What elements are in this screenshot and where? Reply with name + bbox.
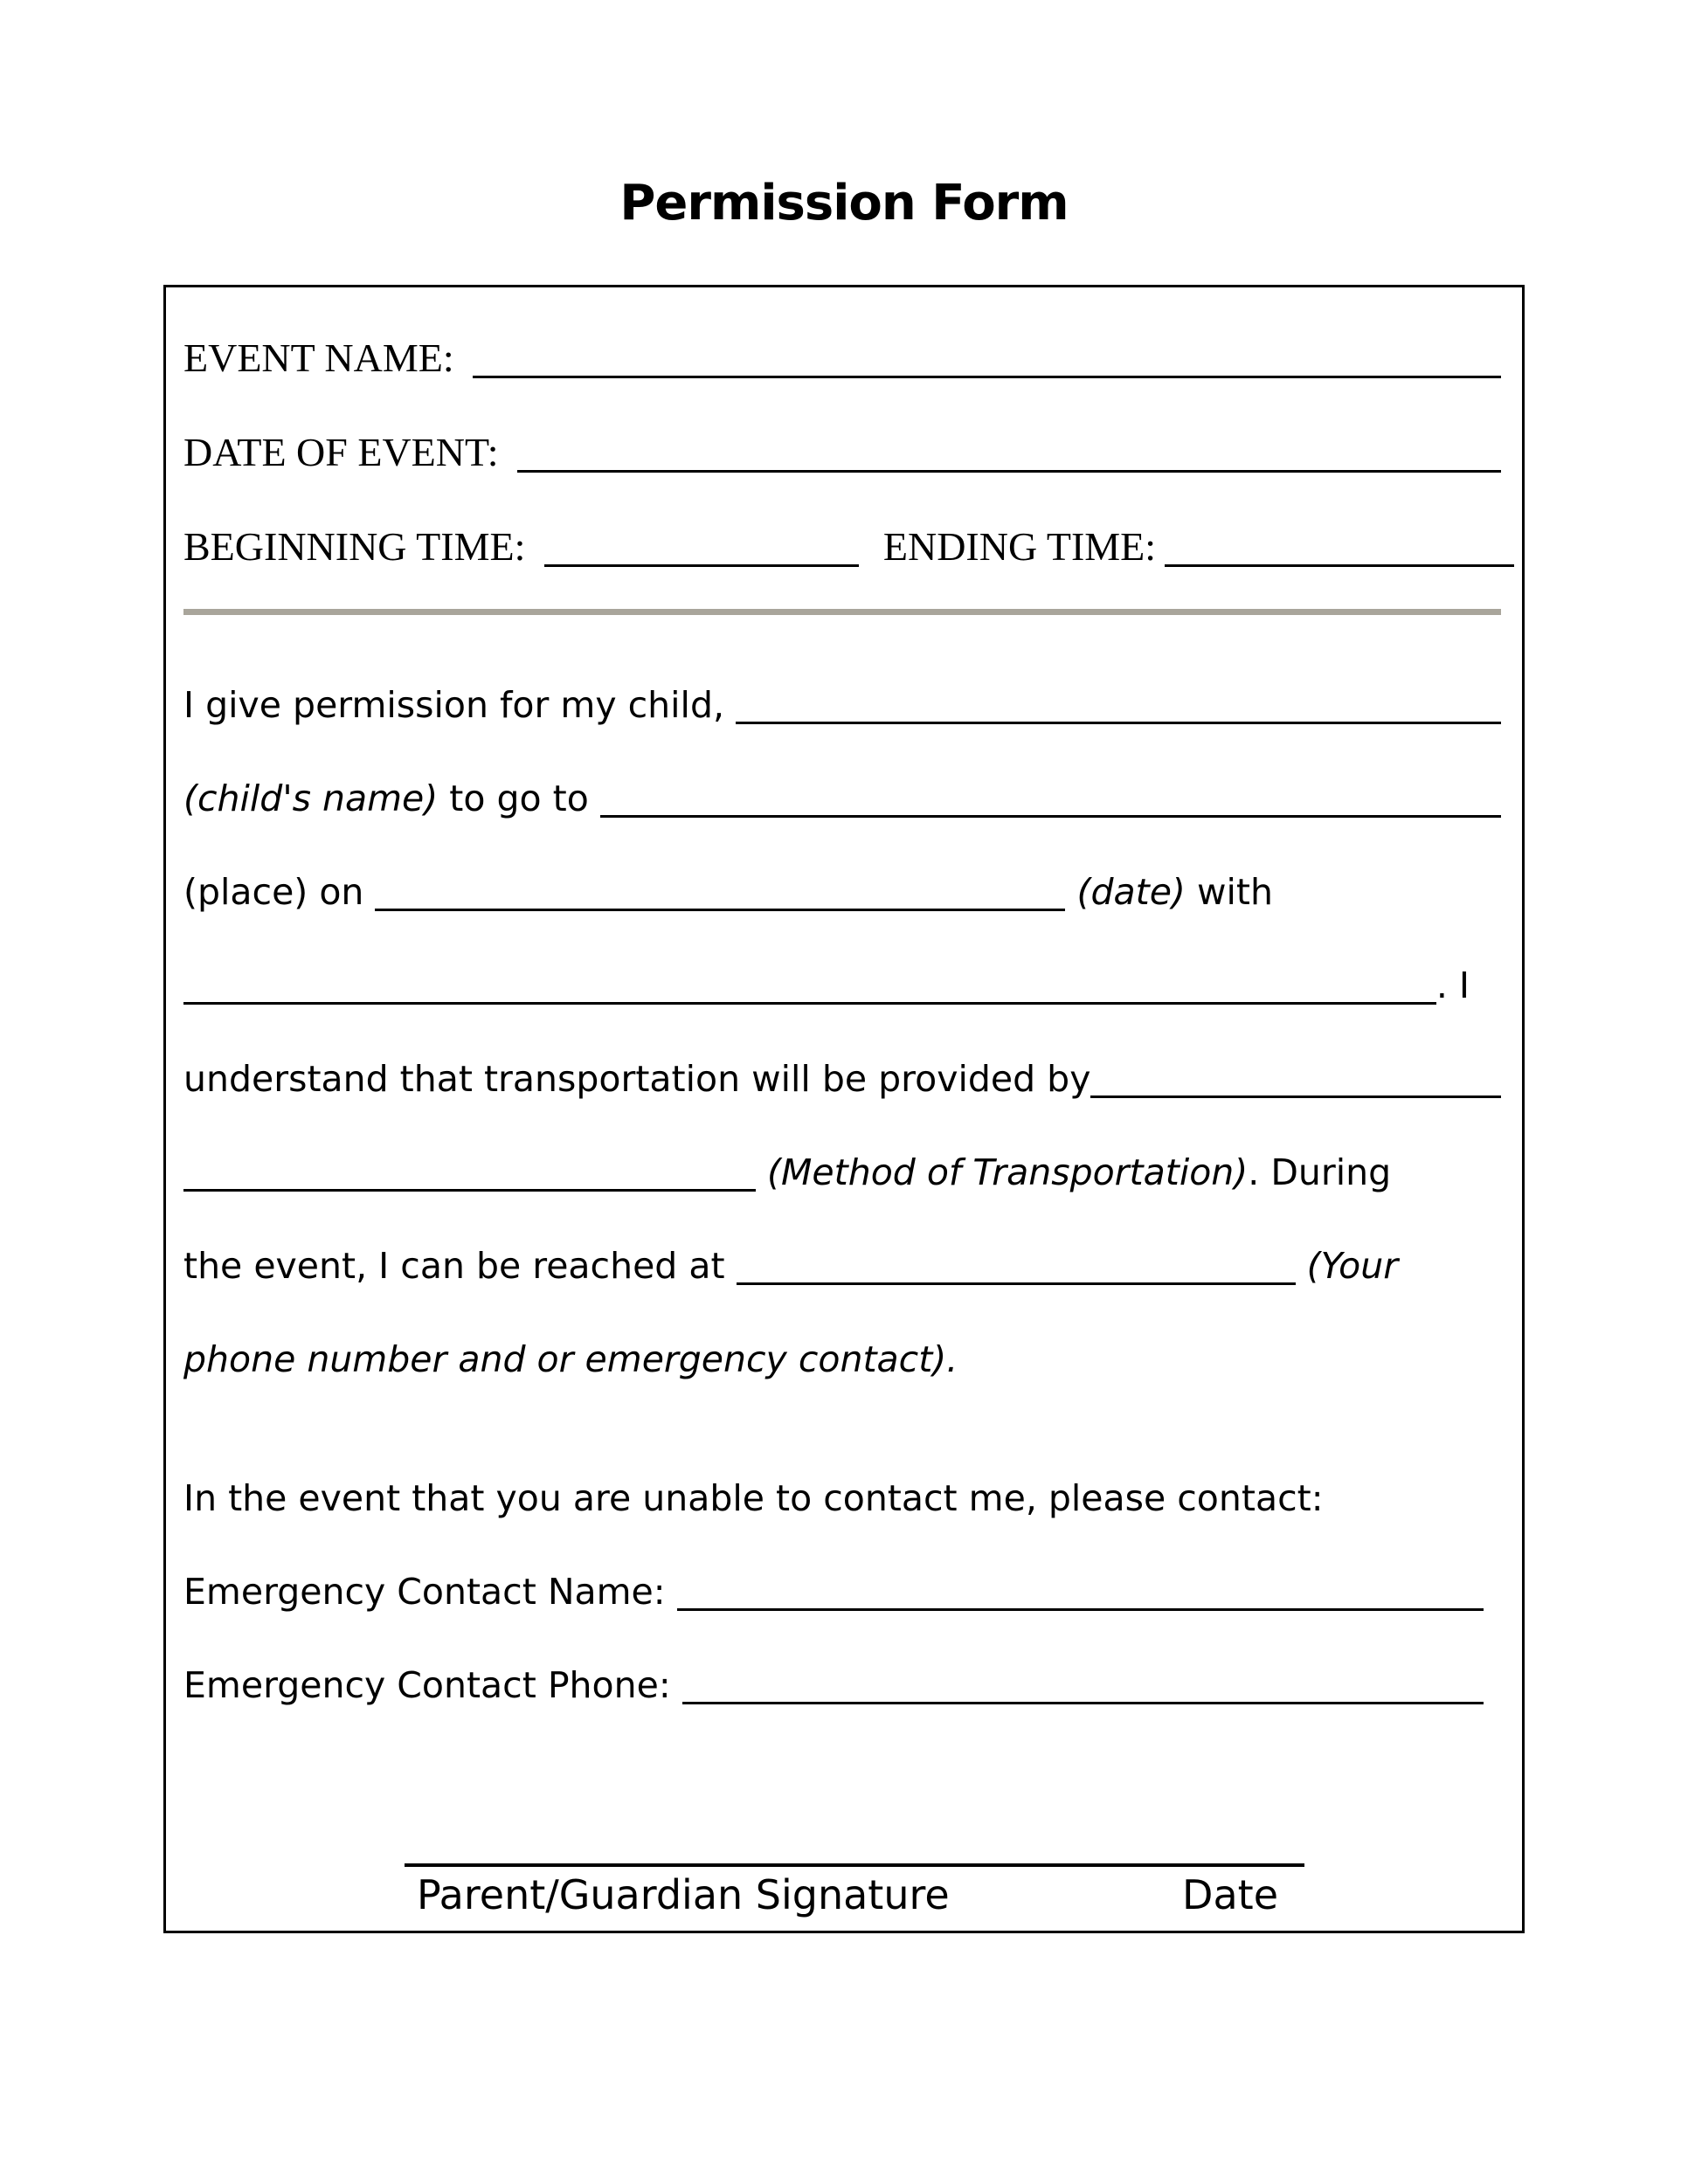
- para-line-6: (Method of Transportation) . During: [183, 1126, 1501, 1220]
- emergency-phone-blank: [682, 1702, 1484, 1704]
- phone-blank: [737, 1282, 1296, 1285]
- times-row: [183, 525, 1501, 569]
- para-line-4: . I: [183, 939, 1501, 1033]
- beginning-time-blank: [544, 564, 859, 567]
- signature-label: Parent/Guardian Signature: [417, 1871, 950, 1918]
- event-name-row: [183, 336, 1501, 380]
- para-line-5: understand that transportation will be provided by: [183, 1033, 1501, 1126]
- emergency-name-row: [183, 1545, 1501, 1639]
- para-line-3: (place) on (date) with: [183, 871, 1273, 913]
- para-line-7: the event, I can be reached at (Your: [183, 1245, 1399, 1287]
- date-of-event-blank: [517, 470, 1501, 473]
- emergency-name-label: Emergency Contact Name:: [183, 1571, 677, 1613]
- transport-method-blank: [183, 1189, 756, 1192]
- para-line-2: (child's name) to go to: [183, 752, 1501, 846]
- date-label: Date: [1182, 1871, 1278, 1918]
- para-line-1: I give permission for my child,: [183, 659, 1501, 752]
- permission-paragraph: [183, 659, 1501, 1406]
- form-box: [163, 285, 1525, 1933]
- place-blank: [600, 815, 1501, 818]
- event-name-label: EVENT NAME:: [183, 335, 465, 380]
- child-name-blank: [736, 722, 1501, 724]
- ending-time-blank: [1165, 564, 1514, 567]
- section-divider: [183, 609, 1501, 615]
- ending-time-label: ENDING TIME:: [882, 524, 1157, 569]
- emergency-contact-section: [183, 1452, 1501, 1732]
- emergency-phone-row: [183, 1639, 1501, 1732]
- contact-intro-line: In the event that you are unable to contact me, please contact:: [183, 1477, 1324, 1519]
- transport-provider-blank: [1090, 1095, 1501, 1098]
- page-title: Permission Form: [619, 175, 1069, 232]
- date-blank: [375, 909, 1065, 911]
- date-of-event-label: DATE OF EVENT:: [183, 430, 509, 474]
- date-of-event-row: [183, 431, 1501, 474]
- companion-blank: [183, 1002, 1436, 1005]
- beginning-time-label: BEGINNING TIME:: [183, 524, 536, 569]
- emergency-name-blank: [677, 1608, 1484, 1611]
- emergency-phone-label: Emergency Contact Phone:: [183, 1664, 682, 1706]
- para-line-8: phone number and or emergency contact).: [183, 1338, 958, 1380]
- signature-labels: [405, 1867, 1304, 1921]
- event-name-blank: [473, 376, 1501, 378]
